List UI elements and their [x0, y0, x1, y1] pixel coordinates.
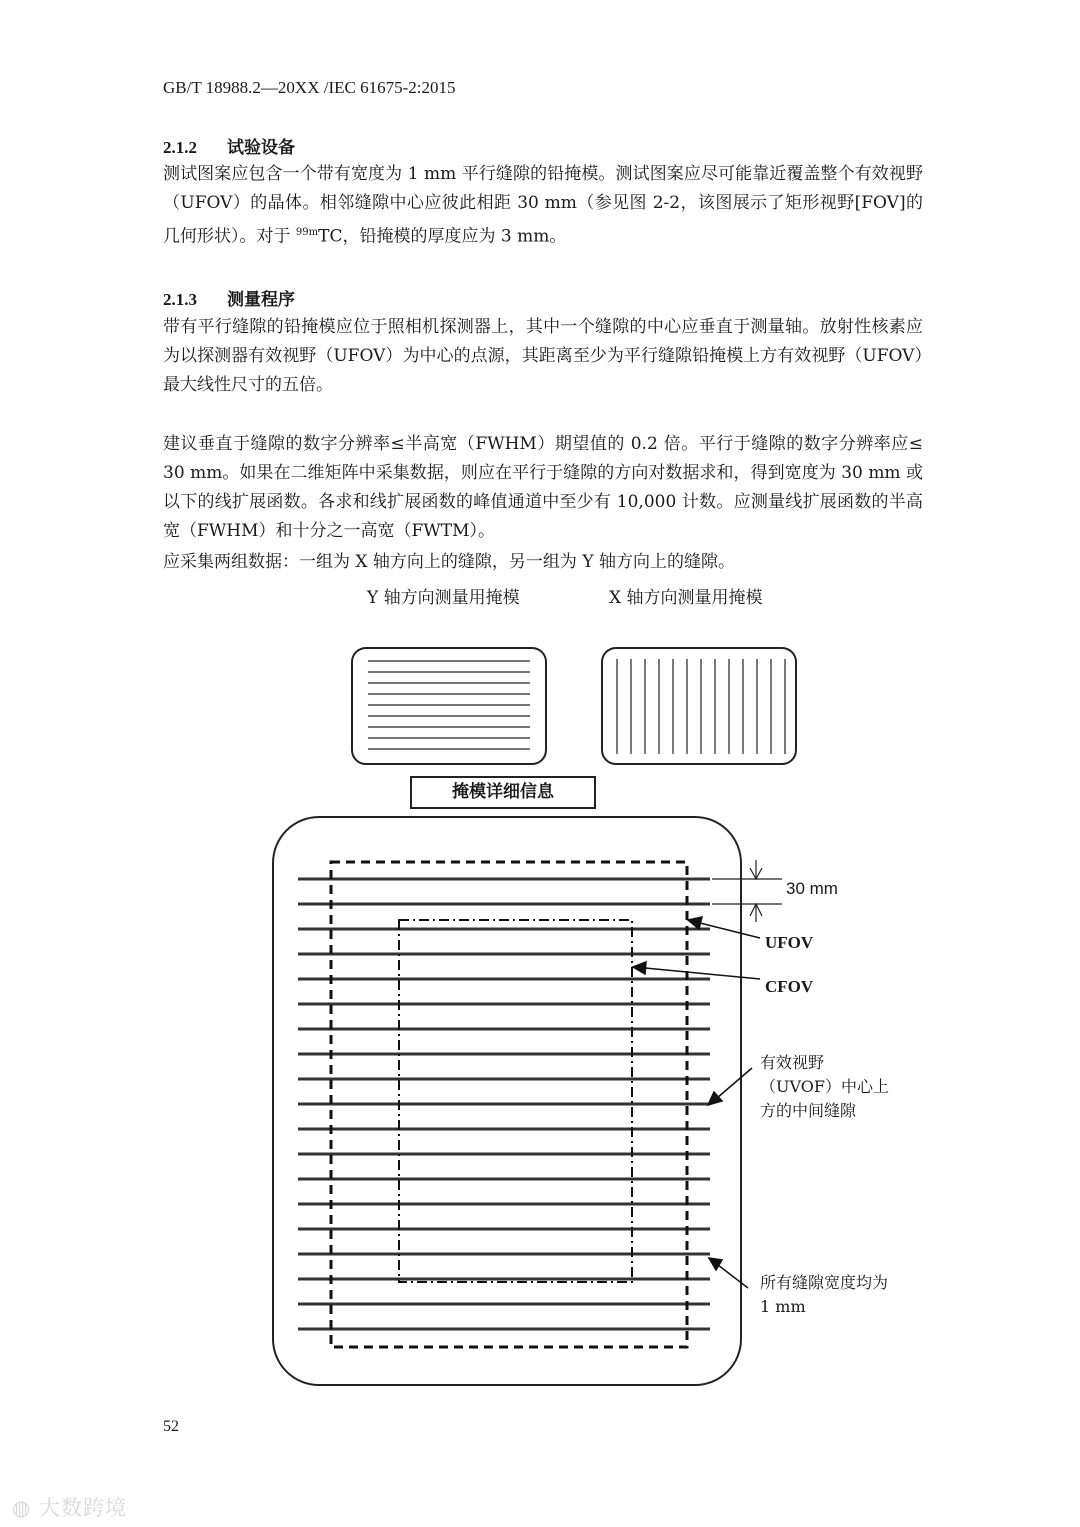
section-number: 2.1.2 — [163, 138, 197, 157]
x-mask-slits — [617, 659, 785, 754]
watermark — [12, 1492, 127, 1522]
caption-x-mask: X 轴方向测量用掩模 — [609, 588, 763, 608]
spacing-label: 30 mm — [786, 879, 838, 898]
detail-mask-outline — [273, 817, 741, 1385]
paragraph-procedure-3: 应采集两组数据：一组为 X 轴方向上的缝隙，另一组为 Y 轴方向上的缝隙。 — [163, 552, 735, 572]
y-mask-slits — [368, 661, 530, 749]
slit-width-note: 所有缝隙宽度均为 1 mm — [760, 1273, 889, 1316]
ufov-arrow — [688, 917, 760, 938]
section-number: 2.1.3 — [163, 290, 197, 309]
spacing-dimension — [712, 860, 782, 922]
paragraph-text: TC，铅掩模的厚度应为 3 mm。 — [318, 226, 567, 247]
watermark-text: 大数跨境 — [39, 1496, 128, 1520]
slit-width-arrow — [709, 1258, 748, 1288]
document-header: GB/T 18988.2—20XX /IEC 61675-2:2015 — [163, 78, 456, 97]
detail-slits — [298, 879, 710, 1329]
caption-y-mask: Y 轴方向测量用掩模 — [367, 588, 520, 608]
watermark-logo-icon: ◍ — [12, 1496, 32, 1520]
section-title: 试验设备 — [227, 138, 295, 158]
page-number: 52 — [163, 1418, 179, 1435]
y-mask-outline — [352, 648, 546, 764]
isotope-superscript: 99m — [295, 227, 319, 238]
ufov-label: UFOV — [765, 933, 814, 952]
section-title: 测量程序 — [227, 290, 295, 310]
paragraph-procedure-2: 建议垂直于缝隙的数字分辨率≤半高宽（FWHM）期望值的 0.2 倍。平行于缝隙的数字分辨率应≤ 30 mm。如果在二维矩阵中采集数据，则应在平行于缝隙的方向对数据求和，得到宽度为 30 mm 或以下的线扩展函数。各求和线扩展函数的峰值通道中至少有 10,000 计数。应测量线扩展函数的半高宽（FWHM）和十分之一高宽（FWTM）。 — [163, 434, 923, 541]
center-slit-arrow — [708, 1068, 752, 1105]
paragraph-procedure-1: 带有平行缝隙的铅掩模应位于照相机探测器上，其中一个缝隙的中心应垂直于测量轴。放射性核素应为以探测器有效视野（UFOV）为中心的点源，其距离至少为平行缝隙铅掩模上方有效视野（UFOV）最大线性尺寸的五倍。 — [163, 317, 923, 395]
mask-detail-title: 掩模详细信息 — [410, 776, 596, 809]
paragraph-text: 测试图案应包含一个带有宽度为 1 mm 平行缝隙的铅掩模。测试图案应尽可能靠近覆盖整个有效视野（UFOV）的晶体。相邻缝隙中心应彼此相距 30 mm（参见图 2-2，该图展示了矩形视野[FOV]的几何形状）。对于 — [163, 164, 923, 247]
center-slit-note: 有效视野（UVOF）中心上方的中间缝隙 — [760, 1053, 889, 1120]
cfov-label: CFOV — [765, 977, 814, 996]
